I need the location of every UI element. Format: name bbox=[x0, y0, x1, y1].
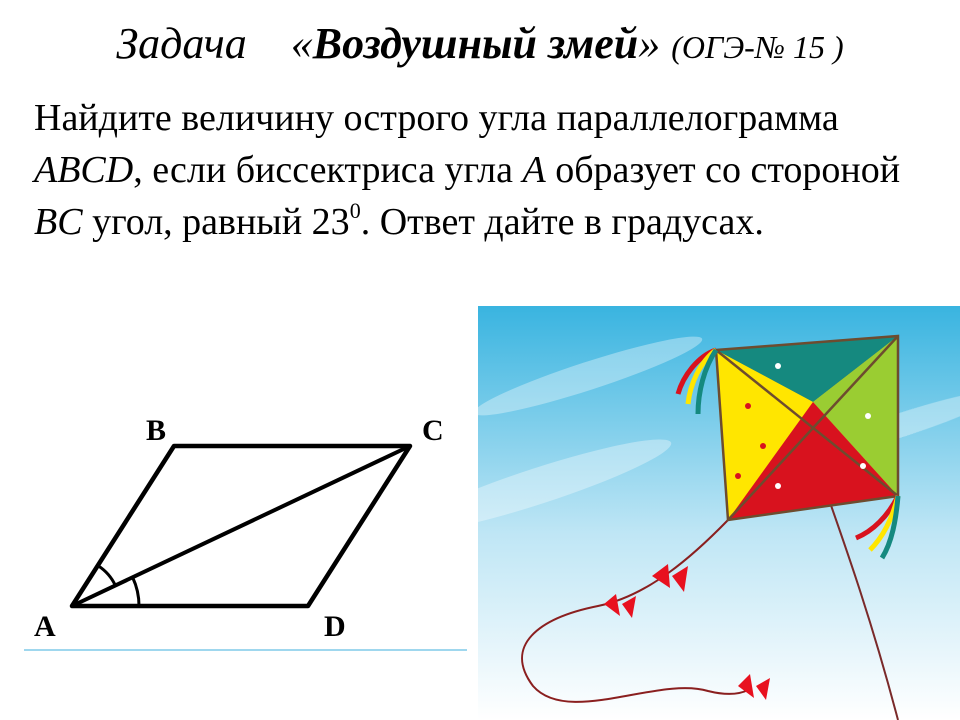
title-topic-wrap bbox=[291, 19, 660, 68]
title-prefix: Задача bbox=[116, 19, 247, 68]
problem-part4: угол, равный 23 bbox=[82, 201, 350, 243]
vertex-label-d: D bbox=[324, 610, 346, 643]
parallelogram-diagram bbox=[12, 390, 467, 652]
problem-part5: . Ответ дайте в градусах. bbox=[360, 201, 764, 243]
title-topic: Воздушный змей bbox=[312, 19, 639, 68]
vertex-label-a: A bbox=[34, 610, 56, 643]
parallelogram-figure bbox=[12, 390, 467, 652]
problem-text bbox=[34, 92, 944, 248]
kite-illustration bbox=[478, 306, 960, 720]
problem-part3: образует со стороной bbox=[545, 149, 901, 191]
title-open-quote: « bbox=[290, 19, 313, 68]
problem-part2: , если биссектриса угла bbox=[133, 149, 523, 191]
vertex-label-c: C bbox=[422, 414, 444, 447]
angle-arc-inner bbox=[98, 566, 116, 586]
title-ref: (ОГЭ-№ 15 ) bbox=[671, 29, 844, 65]
title-close-quote: » bbox=[638, 19, 661, 68]
problem-part1: Найдите величину острого угла параллелограмма bbox=[34, 97, 839, 139]
slide-title bbox=[0, 18, 960, 71]
problem-a: A bbox=[522, 149, 546, 191]
problem-abcd: ABCD bbox=[34, 149, 134, 191]
problem-bc: BC bbox=[34, 201, 83, 243]
problem-degree-sup: 0 bbox=[349, 198, 361, 223]
angle-arc-outer bbox=[133, 577, 139, 606]
kite-icon bbox=[478, 306, 960, 720]
vertex-label-b: B bbox=[146, 414, 167, 447]
